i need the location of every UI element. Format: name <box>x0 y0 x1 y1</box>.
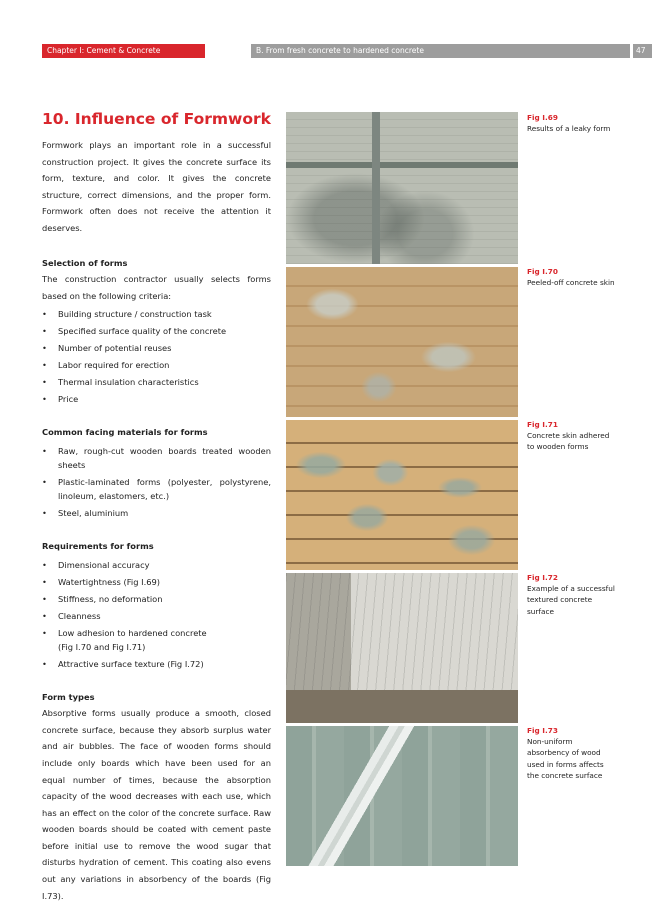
list-item: • Attractive surface texture (Fig I.72) <box>42 657 271 671</box>
list-item: • Building structure / construction task <box>42 307 271 321</box>
figure-caption <box>527 419 617 453</box>
list-item: • Steel, aluminium <box>42 506 271 520</box>
list-item: • Stiffness, no deformation <box>42 592 271 606</box>
photo-textured-concrete-surface <box>286 573 518 723</box>
figure-caption-text: Non-uniform absorbency of wood used in forms affects the concrete surface <box>527 737 604 780</box>
requirements-list <box>42 558 271 671</box>
photo-concrete-skin-on-wood <box>286 420 518 570</box>
selection-heading: Selection of forms <box>42 257 128 268</box>
figure-caption <box>527 725 617 781</box>
photo-nonuniform-absorbency <box>286 726 518 866</box>
figure-caption <box>527 266 617 288</box>
chapter-label: Chapter I: Cement & Concrete <box>42 44 205 58</box>
page-title: 10. Influence of Formwork <box>42 110 271 128</box>
figure-caption-text: Results of a leaky form <box>527 124 611 134</box>
list-item: • Labor required for erection <box>42 358 271 372</box>
figure-id: Fig I.72 <box>527 573 558 582</box>
list-item: • Specified surface quality of the concrete <box>42 324 271 338</box>
page-header <box>42 44 646 58</box>
page-number: 47 <box>633 44 652 58</box>
selection-list <box>42 307 271 406</box>
list-item: • Cleanness <box>42 609 271 623</box>
list-item: • Price <box>42 392 271 406</box>
figure-id: Fig I.71 <box>527 420 558 429</box>
selection-text: The construction contractor usually selects forms based on the following criteria: <box>42 274 271 301</box>
figure-caption <box>527 572 617 617</box>
list-item <box>42 626 271 654</box>
section-label: B. From fresh concrete to hardened concrete <box>251 44 630 58</box>
list-item: • Plastic-laminated forms (polyester, polystyrene, linoleum, elastomers, etc.) <box>42 475 271 503</box>
text-column <box>42 109 271 904</box>
list-item: • Dimensional accuracy <box>42 558 271 572</box>
photo-peeled-concrete-skin <box>286 267 518 417</box>
facing-list <box>42 444 271 520</box>
figure-caption <box>527 112 617 134</box>
form-types-paragraph: Absorptive forms usually produce a smooth, closed concrete surface, because they absorb surplus water and air bubbles. The face of wooden forms should include only boards which have been used for an equal number of times, because the absorption capacity of the wood decreases with each use, which has an effect on the color of the concrete surface. Raw wooden boards should be coated with cement paste before initial use to remove the wood sugar that disturbs hydration of cement. This coating also evens out any variations in absorbency of the boards (Fig I.73). <box>42 708 271 901</box>
figure-id: Fig I.73 <box>527 726 558 735</box>
photo-leaky-form <box>286 112 518 264</box>
figure-caption-text: Concrete skin adhered to wooden forms <box>527 431 610 452</box>
list-item-text: Low adhesion to hardened concrete <box>58 627 207 638</box>
intro-paragraph: Formwork plays an important role in a successful construction project. It gives the concrete surface its form, texture, and color. It gives the concrete structure, correct dimensions, and the proper form. Formwork often does not receive the attention it deserves. <box>42 140 271 233</box>
list-item-subtext: (Fig I.70 and Fig I.71) <box>58 641 146 652</box>
requirements-heading: Requirements for forms <box>42 540 154 551</box>
figure-id: Fig I.70 <box>527 267 558 276</box>
figure-caption-text: Peeled-off concrete skin <box>527 278 615 288</box>
list-item: • Number of potential reuses <box>42 341 271 355</box>
figure-caption-text: Example of a successful textured concrete surface <box>527 584 615 616</box>
form-types-heading: Form types <box>42 691 95 702</box>
list-item: • Watertightness (Fig I.69) <box>42 575 271 589</box>
list-item: • Thermal insulation characteristics <box>42 375 271 389</box>
facing-heading: Common facing materials for forms <box>42 427 208 438</box>
figure-id: Fig I.69 <box>527 113 558 122</box>
list-item: • Raw, rough-cut wooden boards treated wooden sheets <box>42 444 271 472</box>
